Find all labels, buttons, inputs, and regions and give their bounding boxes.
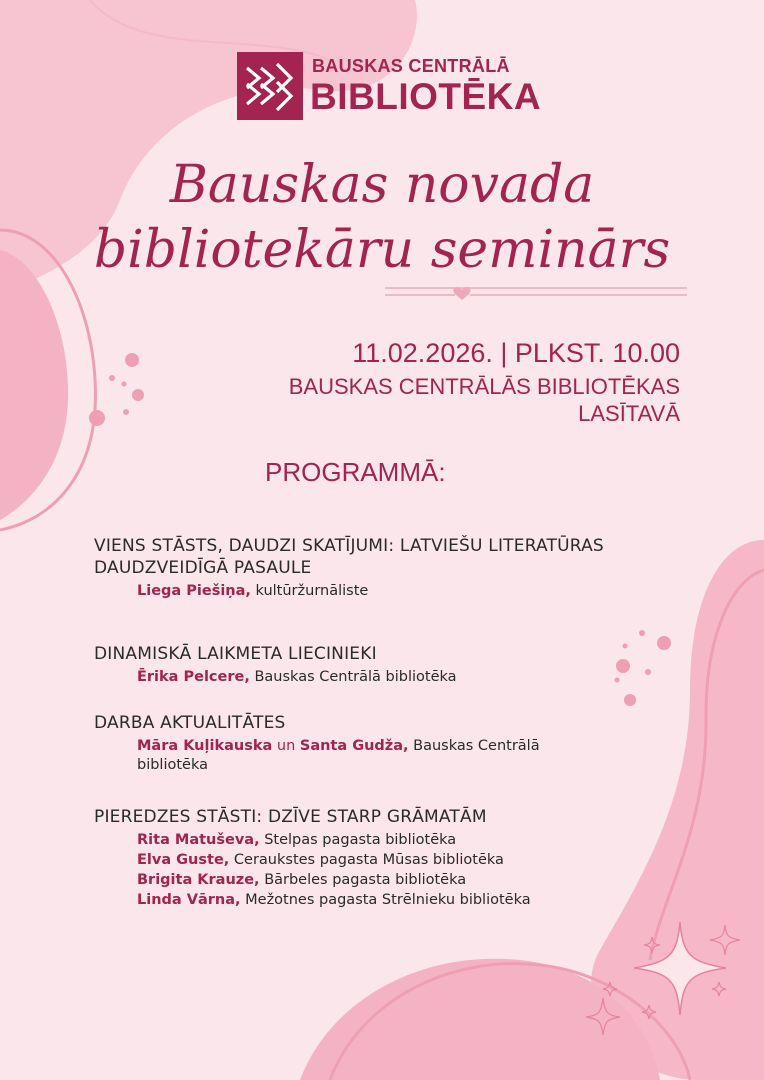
page-title-line2: bibliotekāru seminārs bbox=[93, 220, 671, 280]
event-venue bbox=[180, 373, 680, 427]
blob-left bbox=[0, 250, 68, 520]
dot bbox=[125, 353, 139, 367]
speaker-name: Ērika Pelcere, bbox=[137, 669, 250, 685]
dot bbox=[624, 694, 636, 706]
page-title-line1: Bauskas novada bbox=[169, 155, 595, 215]
brand-line2: BIBLIOTĒKA bbox=[310, 76, 542, 117]
session-title: DARBA AKTUALITĀTES bbox=[94, 713, 286, 733]
programme-heading: PROGRAMMĀ: bbox=[265, 457, 446, 487]
speaker-name: Māra Kuļikauska bbox=[137, 738, 273, 754]
dot bbox=[122, 382, 127, 387]
session-speaker bbox=[137, 891, 617, 910]
venue-line2: LASĪTAVĀ bbox=[578, 401, 680, 426]
session-speaker bbox=[137, 582, 617, 601]
logo-mark bbox=[237, 52, 303, 120]
speaker-role: Stelpas pagasta bibliotēka bbox=[264, 832, 457, 848]
speaker-name: Brigita Krauze, bbox=[137, 872, 260, 888]
session-speaker bbox=[137, 871, 617, 890]
speaker-role: Ceraukstes pagasta Mūsas bibliotēka bbox=[233, 852, 504, 868]
dot bbox=[109, 375, 115, 381]
session-title: DINAMISKĀ LAIKMETA LIECINIEKI bbox=[94, 644, 377, 664]
speaker-role: Mežotnes pagasta Strēlnieku bibliotēka bbox=[245, 892, 531, 908]
dot bbox=[89, 410, 105, 426]
dot bbox=[645, 669, 651, 675]
event-datetime: 11.02.2026. | PLKST. 10.00 bbox=[352, 338, 680, 368]
session-speaker bbox=[137, 851, 617, 870]
heart-icon bbox=[453, 287, 470, 300]
dot bbox=[123, 409, 129, 415]
logo-pattern-icon bbox=[237, 52, 303, 120]
session-speaker bbox=[137, 737, 607, 775]
dot bbox=[132, 389, 144, 401]
speaker-name: Rita Matuševa, bbox=[137, 832, 260, 848]
speaker-role: kultūržurnāliste bbox=[255, 583, 369, 599]
speaker-role: Bauskas Centrālā bibliotēka bbox=[137, 738, 540, 773]
session-title: PIEREDZES STĀSTI: DZĪVE STARP GRĀMATĀM bbox=[94, 807, 487, 827]
session-title: VIENS STĀSTS, DAUDZI SKATĪJUMI: LATVIEŠU LITERATŪRAS DAUDZVEIDĪGĀ PASAULE bbox=[94, 536, 604, 578]
speaker-name: Santa Gudža, bbox=[299, 738, 409, 754]
speaker-role: Bārbeles pagasta bibliotēka bbox=[264, 872, 467, 888]
session-speaker bbox=[137, 831, 617, 850]
venue-line1: BAUSKAS CENTRĀLĀS BIBLIOTĒKAS bbox=[288, 374, 680, 399]
speaker-name: Linda Vārna, bbox=[137, 892, 241, 908]
speaker-role: Bauskas Centrālā bibliotēka bbox=[254, 669, 457, 685]
brand-line1: BAUSKAS CENTRĀLĀ bbox=[312, 56, 510, 76]
session-speaker bbox=[137, 668, 617, 687]
dot bbox=[639, 630, 645, 636]
speaker-name: Liega Piešiņa, bbox=[137, 583, 251, 599]
title-underline bbox=[385, 288, 687, 295]
speaker-name: Elva Guste, bbox=[137, 852, 230, 868]
conjunction: un bbox=[276, 738, 296, 754]
